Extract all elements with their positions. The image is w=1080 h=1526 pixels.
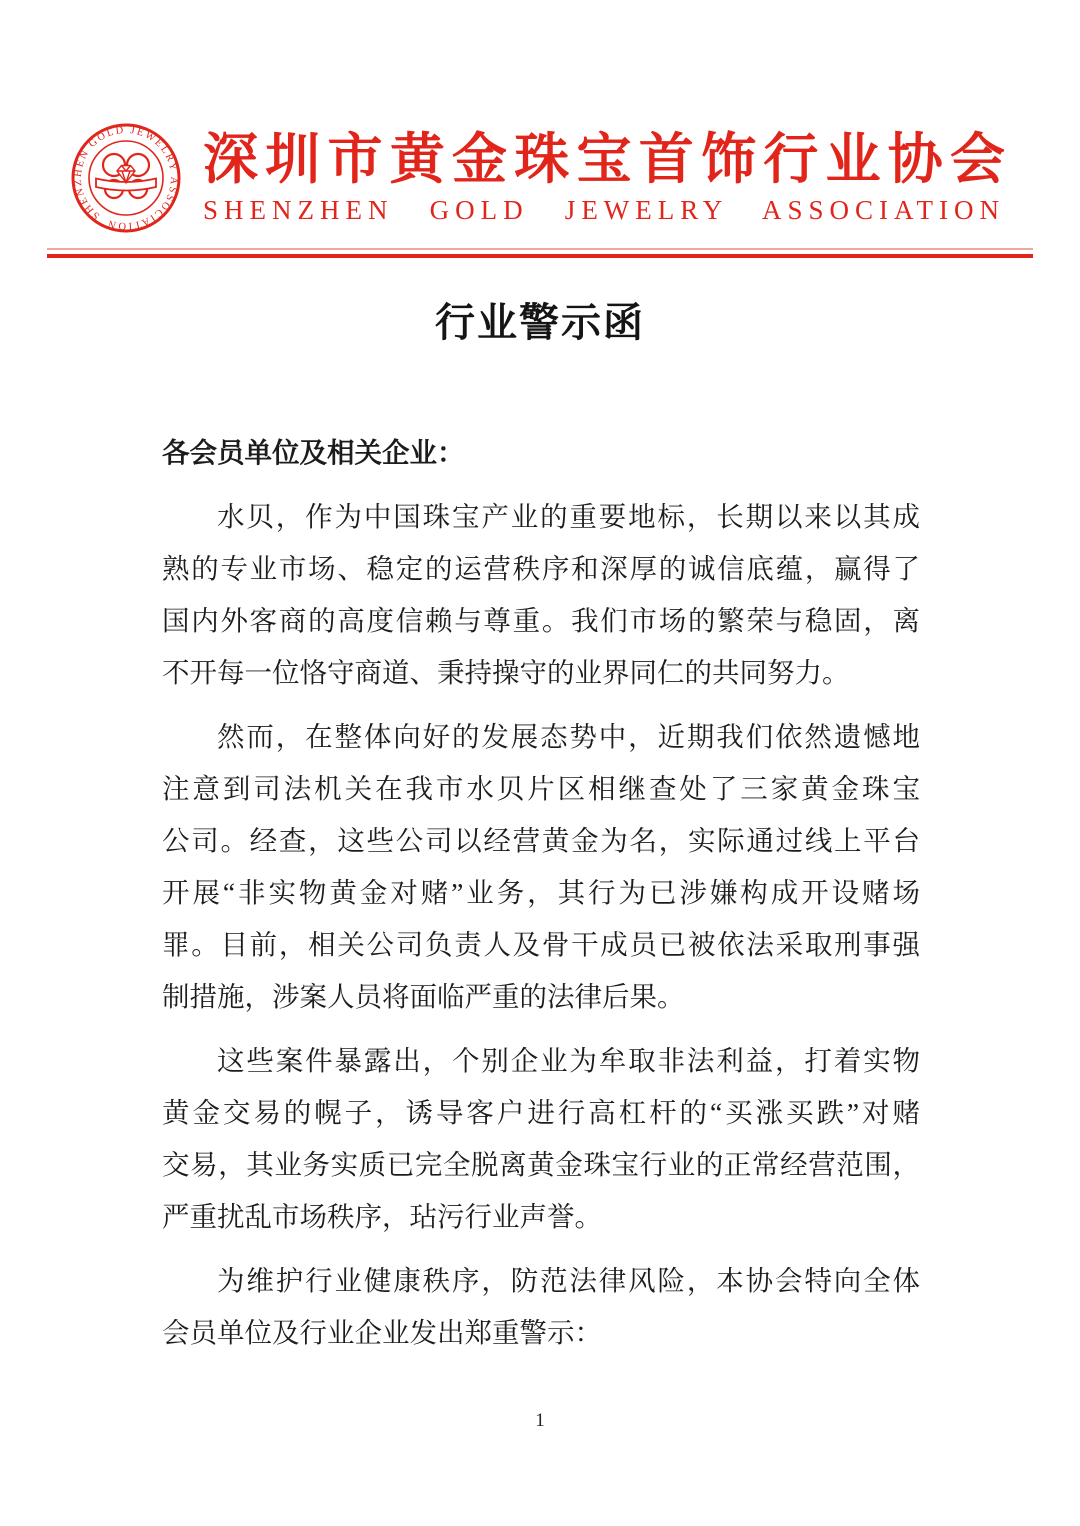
paragraph [162, 1035, 920, 1243]
header-rule-thin [47, 248, 1033, 250]
seal-diamond-icon [117, 166, 135, 183]
body-line: 开展“非实物黄金对赌”业务，其行为已涉嫌构成开设赌场 [162, 877, 920, 908]
body-line: 公司。经查，这些公司以经营黄金为名，实际通过线上平台 [162, 825, 920, 856]
body-line: 注意到司法机关在我市水贝片区相继查处了三家黄金珠宝 [162, 773, 920, 804]
body-line: 国内外客商的高度信赖与尊重。我们市场的繁荣与稳固，离 [162, 605, 920, 636]
paragraph [162, 711, 920, 1023]
body-line: 交易，其业务实质已完全脱离黄金珠宝行业的正常经营范围， [162, 1149, 920, 1180]
body-line: 会员单位及行业企业发出郑重警示： [162, 1317, 602, 1348]
document-body [162, 427, 920, 1359]
paragraph [162, 1255, 920, 1359]
body-line: 然而，在整体向好的发展态势中，近期我们依然遗憾地 [217, 721, 920, 752]
association-seal-logo [70, 122, 182, 234]
header-org-block [203, 126, 1005, 226]
body-line: 严重扰乱市场秩序，玷污行业声誉。 [162, 1201, 602, 1232]
body-line: 黄金交易的幌子，诱导客户进行高杠杆的“买涨买跌”对赌 [162, 1097, 920, 1128]
page-number: 1 [535, 1410, 545, 1431]
org-name-chinese: 深圳市黄金珠宝首饰行业协会 [203, 128, 1005, 190]
body-line: 这些案件暴露出，个别企业为牟取非法利益，打着实物 [217, 1045, 920, 1076]
seal-ring-text: SHENZHEN GOLD JEWELRY ASSOCIATION [72, 124, 180, 232]
header-rule-thick [47, 254, 1033, 258]
paragraph [162, 491, 920, 699]
org-name-english: SHENZHEN GOLD JEWELRY ASSOCIATION [203, 195, 1005, 225]
body-line: 熟的专业市场、稳定的运营秩序和深厚的诚信底蕴，赢得了 [162, 553, 920, 584]
body-line: 罪。目前，相关公司负责人及骨干成员已被依法采取刑事强 [162, 929, 920, 960]
body-line: 不开每一位恪守商道、秉持操守的业界同仁的共同努力。 [162, 657, 850, 688]
body-line: 制措施，涉案人员将面临严重的法律后果。 [162, 981, 685, 1012]
body-line: 水贝，作为中国珠宝产业的重要地标，长期以来以其成 [217, 501, 920, 532]
salutation: 各会员单位及相关企业： [162, 437, 465, 468]
document-title: 行业警示函 [435, 300, 645, 345]
body-line: 为维护行业健康秩序，防范法律风险，本协会特向全体 [217, 1265, 920, 1296]
